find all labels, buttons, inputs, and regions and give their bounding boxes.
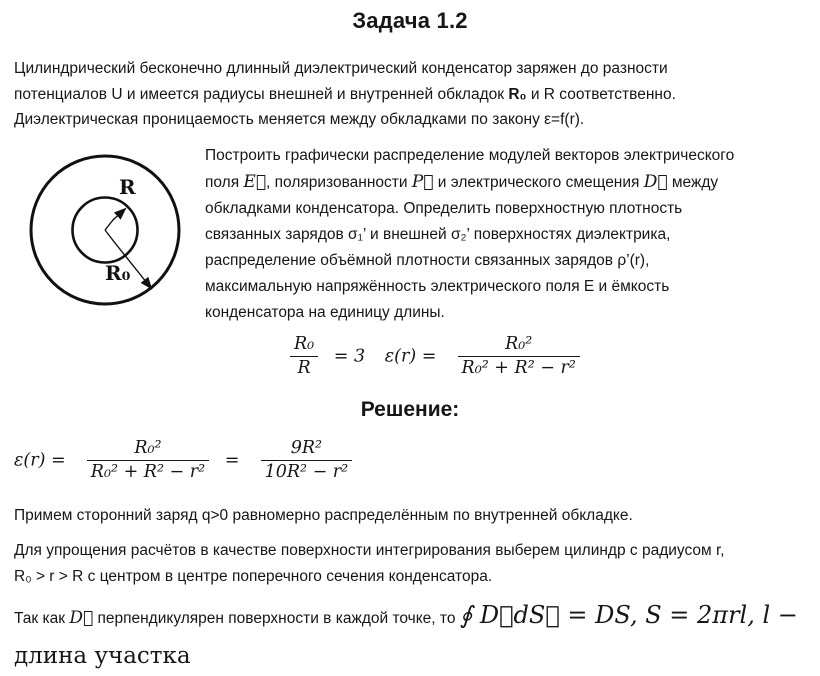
epsilon-of-r: ε(r) = bbox=[384, 346, 437, 367]
intro-line-3: Диэлектрическая проницаемость меняется между обкладками по закону ε=f(r). bbox=[14, 111, 585, 128]
epsilon-simplified-denominator: 10R² − r² bbox=[261, 460, 353, 484]
epsilon-simplified-numerator: 9R² bbox=[290, 438, 323, 458]
integration-line-2-text: > r > R с центром в центре поперечного сечения конденсатора. bbox=[31, 568, 493, 585]
epsilon-evaluated-formula bbox=[14, 438, 352, 484]
epsilon-lead: ε(r) = bbox=[14, 450, 66, 471]
task-line-2-seg4: между bbox=[667, 174, 719, 191]
intro-paragraph bbox=[14, 56, 814, 133]
vector-d-inline-symbol: D⃗ bbox=[69, 608, 94, 628]
outer-radius-label: R₀ bbox=[105, 261, 131, 285]
equals-three: = 3 bbox=[333, 346, 366, 367]
integration-line-1: Для упрощения расчётов в качестве поверхности интегрирования выберем цилиндр с радиусом r, bbox=[14, 542, 725, 559]
condition-formula bbox=[290, 334, 580, 380]
inner-radius-arrow bbox=[105, 209, 125, 230]
equals-sign: = bbox=[224, 450, 240, 471]
epsilon-general-fraction bbox=[87, 438, 209, 484]
task-line-6: максимальную напряжённость электрического поля E и ёмкость bbox=[205, 278, 670, 295]
gauss-flux-paragraph bbox=[14, 594, 814, 672]
vector-e-symbol: E⃗ bbox=[243, 172, 267, 192]
radius-r0-symbol: R₀ bbox=[508, 85, 527, 103]
task-line-2-seg3: и электрического смещения bbox=[433, 174, 644, 191]
epsilon-fraction bbox=[458, 334, 580, 380]
ratio-denominator: R bbox=[290, 356, 318, 380]
task-line-7: конденсатора на единицу длины. bbox=[205, 304, 445, 321]
vector-d-symbol: D⃗ bbox=[643, 172, 668, 192]
task-line-2-seg2: , поляризованности bbox=[266, 174, 412, 191]
gauss-flux-line-1 bbox=[14, 594, 814, 640]
gauss-seg1: Так как bbox=[14, 610, 70, 627]
flux-integral-expression: ∮ D⃗dS⃗ = DS, S = 2πrl, l − bbox=[459, 601, 798, 629]
integration-surface-paragraph bbox=[14, 538, 814, 590]
gauss-seg2: перпендикулярен поверхности в каждой точке, то bbox=[93, 610, 460, 627]
epsilon-fraction-numerator: R₀² bbox=[505, 334, 533, 354]
inner-radius-label: R bbox=[119, 175, 136, 199]
task-line-2-seg1: поля bbox=[205, 174, 244, 191]
intro-line-2-text: потенциалов U и имеется радиусы внешней и внутренней обкладок bbox=[14, 85, 509, 103]
epsilon-simplified-fraction bbox=[261, 438, 353, 484]
epsilon-general-denominator: R₀² + R² − r² bbox=[87, 460, 209, 484]
epsilon-general-numerator: R₀² bbox=[134, 438, 162, 458]
task-line-3: обкладками конденсатора. Определить поверхностную плотность bbox=[205, 200, 683, 217]
task-line-4: связанных зарядов σ₁’ и внешней σ₂’ поверхностях диэлектрика, bbox=[205, 226, 671, 243]
assumption-paragraph: Примем сторонний заряд q>0 равномерно распределённым по внутренней обкладке. bbox=[14, 507, 633, 524]
integration-line-2 bbox=[14, 564, 814, 590]
epsilon-fraction-denominator: R₀² + R² − r² bbox=[458, 356, 580, 380]
page-title: Задача 1.2 bbox=[352, 8, 468, 33]
capacitor-cross-section-figure bbox=[18, 149, 192, 315]
intro-line-2 bbox=[14, 82, 814, 108]
task-description bbox=[205, 143, 805, 326]
vector-p-symbol: P⃗ bbox=[411, 172, 434, 192]
ratio-fraction bbox=[290, 334, 318, 380]
task-line-2 bbox=[205, 169, 805, 196]
intro-line-1: Цилиндрический бесконечно длинный диэлектрический конденсатор заряжен до разности bbox=[14, 60, 668, 77]
ratio-numerator: R₀ bbox=[294, 334, 315, 354]
length-note: длина участка bbox=[14, 643, 191, 669]
intro-line-2-tail: и R соответственно. bbox=[526, 85, 676, 103]
task-line-1: Построить графически распределение модулей векторов электрического bbox=[205, 147, 735, 164]
task-line-5: распределение объёмной плотности связанных зарядов ρ’(r), bbox=[205, 252, 650, 269]
solution-heading: Решение: bbox=[360, 398, 460, 421]
radius-inequality-r0: R₀ bbox=[14, 568, 32, 585]
